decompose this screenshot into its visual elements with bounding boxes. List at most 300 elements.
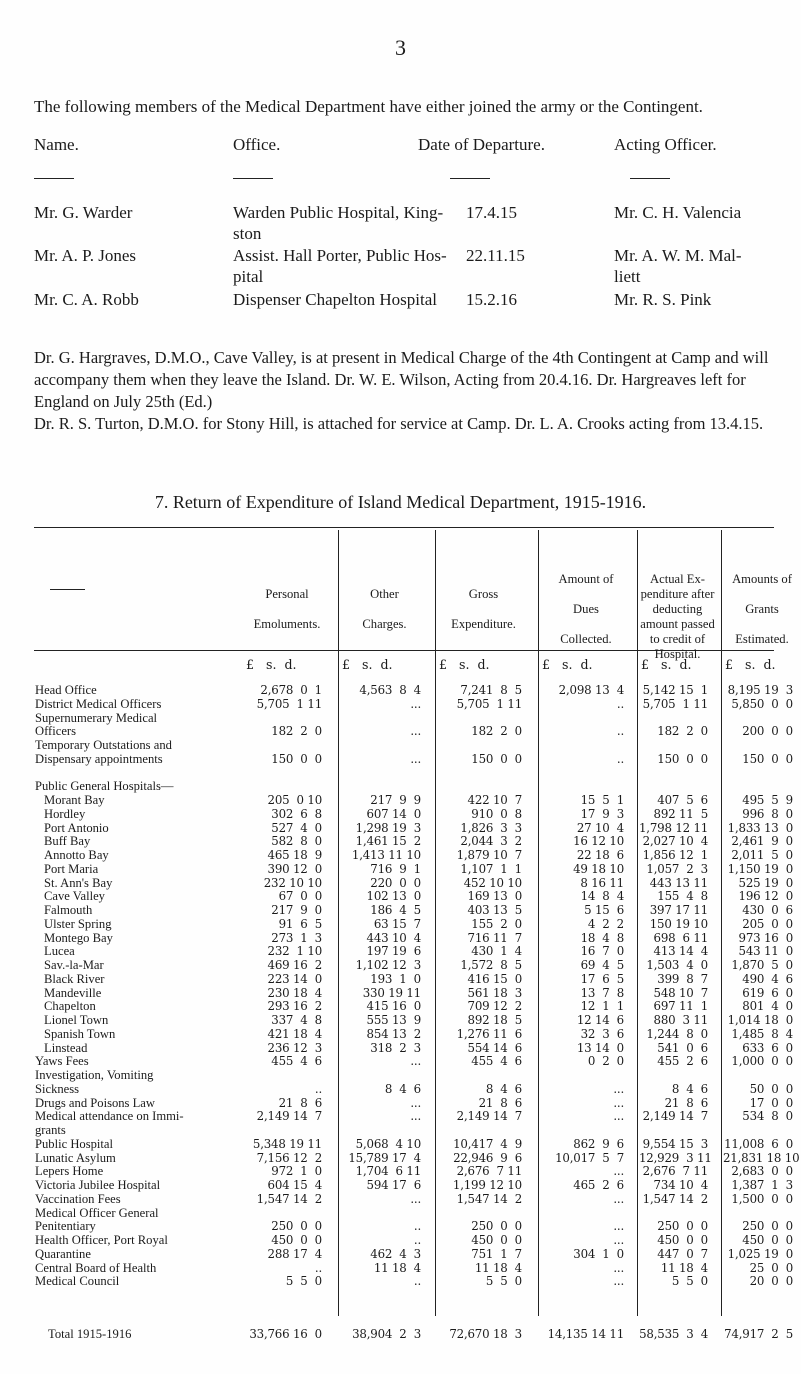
cell-value: 169 13 0: [467, 889, 522, 904]
table-top-rule: [34, 527, 774, 528]
cell-value: 12 1 1: [580, 999, 624, 1014]
cell-value: 18 4 8: [580, 930, 624, 945]
row-label: Penitentiary: [35, 1219, 96, 1234]
column-header-text: Dues: [573, 602, 599, 616]
cell-value: 407 5 6: [657, 793, 708, 807]
cell-value: 12 14 6: [576, 1013, 624, 1027]
cell-value: 250 0 0: [471, 1219, 522, 1234]
row-label: Lucea: [44, 944, 75, 959]
cell-value: 1,856 12 1: [642, 848, 708, 862]
cell-value: 273 1 3: [271, 930, 322, 945]
cell-value: 880 3 11: [653, 1013, 708, 1027]
cell-value: 250 0 0: [271, 1219, 322, 1234]
row-label: Yaws Fees: [35, 1054, 89, 1069]
cell-value: 1,826 3 3: [460, 820, 522, 835]
cell-value: ...: [613, 1274, 624, 1289]
row-label: District Medical Officers: [35, 696, 162, 711]
cell-value: ...: [410, 1109, 421, 1124]
row-label: Dispensary appointments: [35, 751, 163, 766]
cell-value: 534 8 0: [742, 1109, 793, 1124]
cell-value: 413 14 4: [653, 944, 708, 959]
cell-value: 12,929 3 11: [639, 1150, 712, 1165]
cell-value: 1,276 11 6: [456, 1026, 522, 1041]
cell-value: 862 9 6: [573, 1136, 624, 1151]
cell-value: 16 12 10: [573, 834, 624, 849]
cell-value: 2,678 0 1: [260, 683, 322, 697]
cell-value: 443 13 11: [649, 875, 708, 890]
cell-value: 182 2 0: [657, 724, 708, 739]
column-header-text: Grants: [745, 602, 779, 616]
row-label: Ulster Spring: [44, 916, 112, 931]
header-rule: [450, 178, 490, 179]
cell-value: ...: [410, 751, 421, 766]
cell-value: 22,946 9 6: [453, 1150, 522, 1165]
cell-value: 5,348 19 11: [252, 1136, 322, 1151]
currency-units-label: £ s. d.: [641, 657, 692, 672]
row-label: Quarantine: [35, 1246, 91, 1261]
cell-value: 892 11 5: [653, 806, 708, 821]
cell-value: 10,017 5 7: [555, 1150, 624, 1165]
column-divider: [435, 530, 436, 1316]
row-label: Morant Bay: [44, 793, 105, 807]
row-label: Cave Valley: [44, 889, 105, 904]
cell-value: 548 10 7: [653, 985, 708, 1000]
cell-value: ..: [413, 1233, 421, 1247]
officer-office_2: pital: [233, 267, 264, 286]
cell-value: 205 0 10: [267, 793, 322, 807]
cell-value: 973 16 0: [738, 930, 793, 945]
row-label: Supernumerary Medical: [35, 710, 158, 725]
column-divider: [721, 530, 722, 1316]
cell-value: 527 4 0: [271, 820, 322, 835]
column-header-text: Collected.: [560, 632, 612, 646]
cell-value: 2,676 7 11: [642, 1164, 708, 1179]
row-label: Lionel Town: [44, 1013, 109, 1027]
row-label: Lunatic Asylum: [35, 1150, 116, 1165]
cell-value: ...: [613, 1191, 624, 1206]
header-acting: Acting Officer.: [614, 135, 717, 154]
cell-value: 250 0 0: [742, 1219, 793, 1234]
total-value: 33,766 16 0: [249, 1327, 322, 1341]
cell-value: 697 11 1: [653, 999, 708, 1014]
cell-value: 2,461 9 0: [731, 834, 793, 849]
cell-value: 972 1 0: [271, 1164, 322, 1179]
officer-name: Mr. G. Warder: [34, 203, 133, 222]
cell-value: 2,027 10 4: [642, 834, 708, 849]
cell-value: 13 7 8: [580, 985, 624, 1000]
cell-value: 619 6 0: [742, 985, 793, 1000]
cell-value: 16 7 0: [580, 944, 624, 959]
cell-value: 716 11 7: [467, 930, 522, 945]
cell-value: 452 10 10: [463, 875, 522, 890]
cell-value: 337 4 8: [271, 1013, 322, 1027]
cell-value: 1,057 2 3: [646, 861, 708, 876]
cell-value: 217 9 9: [370, 793, 421, 807]
cell-value: 561 18 3: [467, 985, 522, 1000]
cell-value: 455 4 6: [471, 1054, 522, 1069]
cell-value: 200 0 0: [742, 724, 793, 739]
officer-acting_1: Mr. R. S. Pink: [614, 290, 712, 309]
officer-office_1: Assist. Hall Porter, Public Hos-: [233, 246, 447, 265]
cell-value: 5,068 4 10: [355, 1136, 421, 1151]
cell-value: 15,789 17 4: [348, 1150, 421, 1165]
cell-value: 182 2 0: [471, 724, 522, 739]
currency-units-label: £ s. d.: [439, 657, 490, 672]
cell-value: 10,417 4 9: [453, 1136, 522, 1151]
row-label: Drugs and Poisons Law: [35, 1095, 155, 1110]
cell-value: 1,102 12 3: [355, 958, 421, 972]
cell-value: 5 15 6: [584, 903, 624, 917]
cell-value: 11 18 4: [373, 1260, 421, 1275]
cell-value: 8 4 6: [384, 1081, 421, 1096]
cell-value: 443 10 4: [366, 930, 421, 945]
cell-value: 1,387 1 3: [731, 1178, 793, 1192]
cell-value: 1,298 19 3: [355, 820, 421, 835]
row-label: Officers: [35, 724, 77, 739]
cell-value: 155 2 0: [471, 916, 522, 931]
cell-value: 2,683 0 0: [731, 1164, 793, 1179]
cell-value: 5,705 1 11: [642, 696, 708, 711]
header-date: Date of Departure.: [418, 135, 545, 154]
cell-value: 709 12 2: [467, 999, 522, 1014]
cell-value: ...: [613, 1164, 624, 1179]
row-label: Vaccination Fees: [35, 1191, 121, 1206]
row-label: Port Antonio: [44, 820, 109, 835]
cell-value: 450 0 0: [471, 1233, 522, 1247]
cell-value: 415 16 0: [366, 999, 421, 1014]
cell-value: 1,547 14 2: [456, 1191, 522, 1206]
cell-value: 455 4 6: [271, 1054, 322, 1069]
cell-value: 447 0 7: [657, 1246, 708, 1261]
cell-value: 232 1 10: [267, 944, 322, 959]
cell-value: 1,461 15 2: [355, 834, 421, 849]
officer-acting_1: Mr. A. W. M. Mal-: [614, 246, 742, 265]
cell-value: 633 6 0: [742, 1040, 793, 1055]
cell-value: 32 3 6: [580, 1026, 624, 1041]
intro-text: The following members of the Medical Department have either joined the army or the Contingent.: [34, 97, 703, 116]
row-label: Falmouth: [44, 903, 93, 917]
cell-value: 25 0 0: [749, 1260, 793, 1275]
total-value: 58,535 3 4: [639, 1327, 708, 1341]
row-label: Temporary Outstations and: [35, 738, 172, 752]
cell-value: 4,563 8 4: [359, 683, 421, 697]
cell-value: 854 13 2: [366, 1026, 421, 1041]
cell-value: 1,798 12 11: [639, 820, 709, 835]
column-header-text: Expenditure.: [451, 617, 516, 631]
cell-value: 5,705 1 11: [256, 696, 322, 711]
cell-value: 450 0 0: [271, 1233, 322, 1247]
cell-value: 892 18 5: [467, 1013, 522, 1027]
cell-value: 27 10 4: [576, 820, 624, 835]
officer-date: 22.11.15: [466, 246, 525, 265]
cell-value: 421 18 4: [267, 1026, 322, 1041]
cell-value: 1,000 0 0: [731, 1054, 793, 1069]
row-label: Medical attendance on Immi-: [35, 1109, 184, 1124]
cell-value: 21 8 6: [664, 1095, 708, 1110]
cell-value: ...: [613, 1109, 624, 1124]
cell-value: 17 0 0: [749, 1095, 793, 1110]
total-value: 74,917 2 5: [724, 1327, 793, 1341]
currency-units-label: £ s. d.: [725, 657, 776, 672]
cell-value: 14 8 4: [580, 889, 624, 904]
cell-value: 0 2 0: [587, 1054, 624, 1069]
cell-value: 15 5 1: [580, 793, 624, 807]
currency-units-label: £ s. d.: [342, 657, 393, 672]
cell-value: 1,572 8 5: [460, 958, 522, 972]
cell-value: 186 4 5: [370, 903, 421, 917]
section-title: 7. Return of Expenditure of Island Medical Department, 1915-1916.: [154, 492, 647, 512]
total-value: 72,670 18 3: [449, 1327, 522, 1341]
cell-value: 5 5 0: [671, 1274, 708, 1289]
cell-value: 607 14 0: [366, 806, 421, 821]
cell-value: 495 5 9: [742, 793, 793, 807]
cell-value: 318 2 3: [370, 1040, 421, 1055]
officer-acting_1: Mr. C. H. Valencia: [614, 203, 742, 222]
row-label: Medical Council: [35, 1274, 120, 1289]
cell-value: 390 12 0: [267, 861, 322, 876]
cell-value: 8 4 6: [671, 1081, 708, 1096]
row-label: Head Office: [35, 683, 97, 697]
row-label: Montego Bay: [44, 930, 113, 945]
cell-value: 7,241 8 5: [460, 683, 522, 697]
cell-value: 293 16 2: [267, 999, 322, 1014]
total-value: 38,904 2 3: [352, 1327, 421, 1341]
column-divider: [538, 530, 539, 1316]
column-header-text: Personal: [265, 587, 309, 601]
cell-value: 2,149 14 7: [642, 1109, 708, 1124]
cell-value: 150 0 0: [657, 751, 708, 766]
cell-value: 5,850 0 0: [731, 696, 793, 711]
cell-value: 2,098 13 4: [558, 683, 624, 697]
cell-value: 1,547 14 2: [256, 1191, 322, 1206]
cell-value: 1,870 5 0: [731, 958, 793, 972]
cell-value: 182 2 0: [271, 724, 322, 739]
cell-value: 555 13 9: [366, 1013, 421, 1027]
row-label: Linstead: [44, 1040, 88, 1055]
cell-value: 17 6 5: [580, 971, 624, 986]
cell-value: 8 4 6: [485, 1081, 522, 1096]
total-label: Total 1915-1916: [48, 1327, 132, 1341]
cell-value: 1,107 1 1: [460, 861, 522, 876]
cell-value: 8 16 11: [580, 875, 624, 890]
header-rule: [630, 178, 670, 179]
officer-office_1: Warden Public Hospital, King-: [233, 203, 444, 222]
row-label: Central Board of Health: [35, 1260, 157, 1275]
cell-value: 150 0 0: [742, 751, 793, 766]
row-label: Annotto Bay: [44, 848, 109, 862]
cell-value: 11 18 4: [474, 1260, 522, 1275]
cell-value: 996 8 0: [742, 806, 793, 821]
cell-value: 63 15 7: [373, 916, 421, 931]
cell-value: 1,199 12 10: [452, 1178, 522, 1192]
paragraph-hargraves: Dr. G. Hargraves, D.M.O., Cave Valley, is at present in Medical Charge of the 4th Contingent at Camp and will accompany them when they leave the Island. Dr. W. E. Wilson, Acting from 20.4.16. Dr. Hargreaves left for England on July 25th (Ed.): [34, 348, 769, 411]
column-header-text: penditure after: [640, 587, 715, 601]
cell-value: ...: [410, 1191, 421, 1206]
cell-value: 716 9 1: [370, 861, 421, 876]
row-label: Buff Bay: [44, 834, 91, 849]
cell-value: 150 0 0: [471, 751, 522, 766]
cell-value: 69 4 5: [580, 958, 624, 972]
cell-value: 7,156 12 2: [256, 1150, 322, 1165]
cell-value: 450 0 0: [657, 1233, 708, 1247]
cell-value: 416 15 0: [467, 971, 522, 986]
officer-name: Mr. C. A. Robb: [34, 290, 139, 309]
cell-value: 155 4 8: [657, 889, 708, 904]
row-label: Chapelton: [44, 999, 96, 1014]
cell-value: 604 15 4: [267, 1178, 322, 1192]
cell-value: 5 5 0: [485, 1274, 522, 1289]
row-label: grants: [35, 1123, 66, 1137]
currency-units-label: £ s. d.: [246, 657, 297, 672]
cell-value: ..: [413, 1219, 421, 1234]
column-header-text: Amounts of: [732, 572, 792, 586]
cell-value: 5 5 0: [285, 1274, 322, 1289]
cell-value: 223 14 0: [267, 971, 322, 986]
cell-value: 288 17 4: [267, 1246, 322, 1261]
row-label: Health Officer, Port Royal: [35, 1233, 168, 1247]
cell-value: ...: [410, 724, 421, 739]
cell-value: 525 19 0: [738, 875, 793, 890]
cell-value: 22 18 6: [576, 848, 624, 862]
cell-value: 1,244 8 0: [646, 1026, 708, 1041]
cell-value: 1,025 19 0: [727, 1246, 793, 1261]
row-label: Port Maria: [44, 861, 99, 876]
cell-value: 462 4 3: [370, 1246, 421, 1261]
cell-value: 2,011 5 0: [731, 848, 793, 862]
cell-value: 193 1 0: [370, 971, 421, 986]
cell-value: ..: [314, 1081, 322, 1096]
row-label: Public General Hospitals—: [35, 779, 174, 794]
cell-value: 399 8 7: [657, 971, 708, 986]
row-label: Victoria Jubilee Hospital: [35, 1178, 161, 1192]
cell-value: ..: [616, 751, 624, 766]
cell-value: 1,503 4 0: [646, 958, 708, 972]
cell-value: 91 6 5: [278, 916, 322, 931]
cell-value: 67 0 0: [278, 889, 322, 904]
column-header-text: Charges.: [362, 617, 407, 631]
row-label: Black River: [44, 971, 105, 986]
total-value: 14,135 14 11: [547, 1327, 624, 1341]
cell-value: 5,705 1 11: [456, 696, 522, 711]
cell-value: 465 18 9: [267, 848, 322, 862]
cell-value: 197 19 6: [366, 944, 421, 959]
cell-value: 236 12 3: [267, 1040, 322, 1055]
cell-value: 220 0 0: [370, 875, 421, 890]
cell-value: 910 0 8: [471, 806, 522, 821]
cell-value: 21,831 18 10: [723, 1150, 800, 1165]
cell-value: 751 1 7: [471, 1246, 522, 1261]
column-header-text: Estimated.: [735, 632, 789, 646]
stub-dash: [50, 589, 85, 590]
cell-value: ...: [410, 1054, 421, 1069]
cell-value: ..: [413, 1274, 421, 1289]
cell-value: 17 9 3: [580, 806, 624, 821]
cell-value: 196 12 0: [738, 889, 793, 904]
column-divider: [637, 530, 638, 1316]
cell-value: 2,149 14 7: [256, 1109, 322, 1124]
cell-value: 150 0 0: [271, 751, 322, 766]
cell-value: 1,833 13 0: [727, 820, 793, 835]
cell-value: 801 4 0: [742, 999, 793, 1014]
cell-value: 1,014 18 0: [727, 1013, 793, 1027]
cell-value: 403 13 5: [467, 903, 522, 917]
row-label: Medical Officer General: [35, 1205, 159, 1220]
cell-value: 21 8 6: [278, 1095, 322, 1110]
cell-value: 11 18 4: [660, 1260, 708, 1275]
cell-value: 11,008 6 0: [724, 1136, 793, 1151]
cell-value: 5,142 15 1: [642, 683, 708, 697]
cell-value: 1,485 8 4: [731, 1026, 793, 1041]
column-header-text: Hospital.: [654, 647, 701, 661]
cell-value: 2,044 3 2: [460, 834, 522, 849]
paragraph-turton: Dr. R. S. Turton, D.M.O. for Stony Hill, is attached for service at Camp. Dr. L. A. Crooks acting from 13.4.15.: [34, 414, 764, 433]
cell-value: 330 19 11: [362, 985, 421, 1000]
cell-value: 2,676 7 11: [456, 1164, 522, 1179]
row-label: Sickness: [35, 1081, 80, 1096]
cell-value: 734 10 4: [653, 1178, 708, 1192]
row-label: Lepers Home: [35, 1164, 104, 1179]
cell-value: 230 18 4: [267, 985, 322, 1000]
column-header-text: Other: [370, 587, 399, 601]
cell-value: 13 14 0: [576, 1040, 624, 1055]
row-label: St. Ann's Bay: [44, 875, 113, 890]
officer-date: 17.4.15: [466, 203, 517, 222]
cell-value: 430 1 4: [471, 944, 522, 959]
header-rule: [34, 178, 74, 179]
row-label: Sav.-la-Mar: [44, 958, 104, 972]
cell-value: 250 0 0: [657, 1219, 708, 1234]
row-label: Mandeville: [44, 985, 102, 1000]
cell-value: 450 0 0: [742, 1233, 793, 1247]
cell-value: 541 0 6: [657, 1040, 708, 1055]
cell-value: 430 0 6: [742, 903, 793, 917]
row-label: Spanish Town: [44, 1026, 116, 1041]
cell-value: 422 10 7: [467, 793, 522, 807]
cell-value: ...: [613, 1219, 624, 1234]
cell-value: 1,150 19 0: [727, 861, 793, 876]
currency-units-label: £ s. d.: [542, 657, 593, 672]
header-office: Office.: [233, 135, 281, 154]
cell-value: 21 8 6: [478, 1095, 522, 1110]
cell-value: 582 8 0: [271, 834, 322, 849]
cell-value: 4 2 2: [587, 916, 624, 931]
column-header-text: deducting: [652, 602, 703, 616]
cell-value: 102 13 0: [366, 889, 421, 904]
header-name: Name.: [34, 135, 79, 154]
header-rule: [233, 178, 273, 179]
page-number: 3: [395, 35, 406, 60]
row-label: Hordley: [44, 806, 86, 821]
column-header-text: Actual Ex-: [650, 572, 705, 586]
cell-value: 469 16 2: [267, 958, 322, 972]
cell-value: ...: [613, 1233, 624, 1247]
cell-value: 594 17 6: [366, 1178, 421, 1192]
cell-value: 205 0 0: [742, 916, 793, 931]
column-header-text: Gross: [468, 587, 499, 601]
cell-value: 543 11 0: [738, 944, 793, 959]
cell-value: 150 19 10: [649, 916, 708, 931]
row-label: Investigation, Vomiting: [35, 1068, 154, 1082]
cell-value: 20 0 0: [749, 1274, 793, 1289]
officer-office_1: Dispenser Chapelton Hospital: [233, 290, 437, 309]
cell-value: 49 18 10: [573, 861, 624, 876]
column-header-text: Emoluments.: [253, 617, 321, 631]
column-header-text: Amount of: [558, 572, 614, 586]
cell-value: 50 0 0: [749, 1081, 793, 1096]
cell-value: 1,547 14 2: [642, 1191, 708, 1206]
cell-value: 490 4 6: [742, 971, 793, 986]
cell-value: 9,554 15 3: [642, 1136, 708, 1151]
